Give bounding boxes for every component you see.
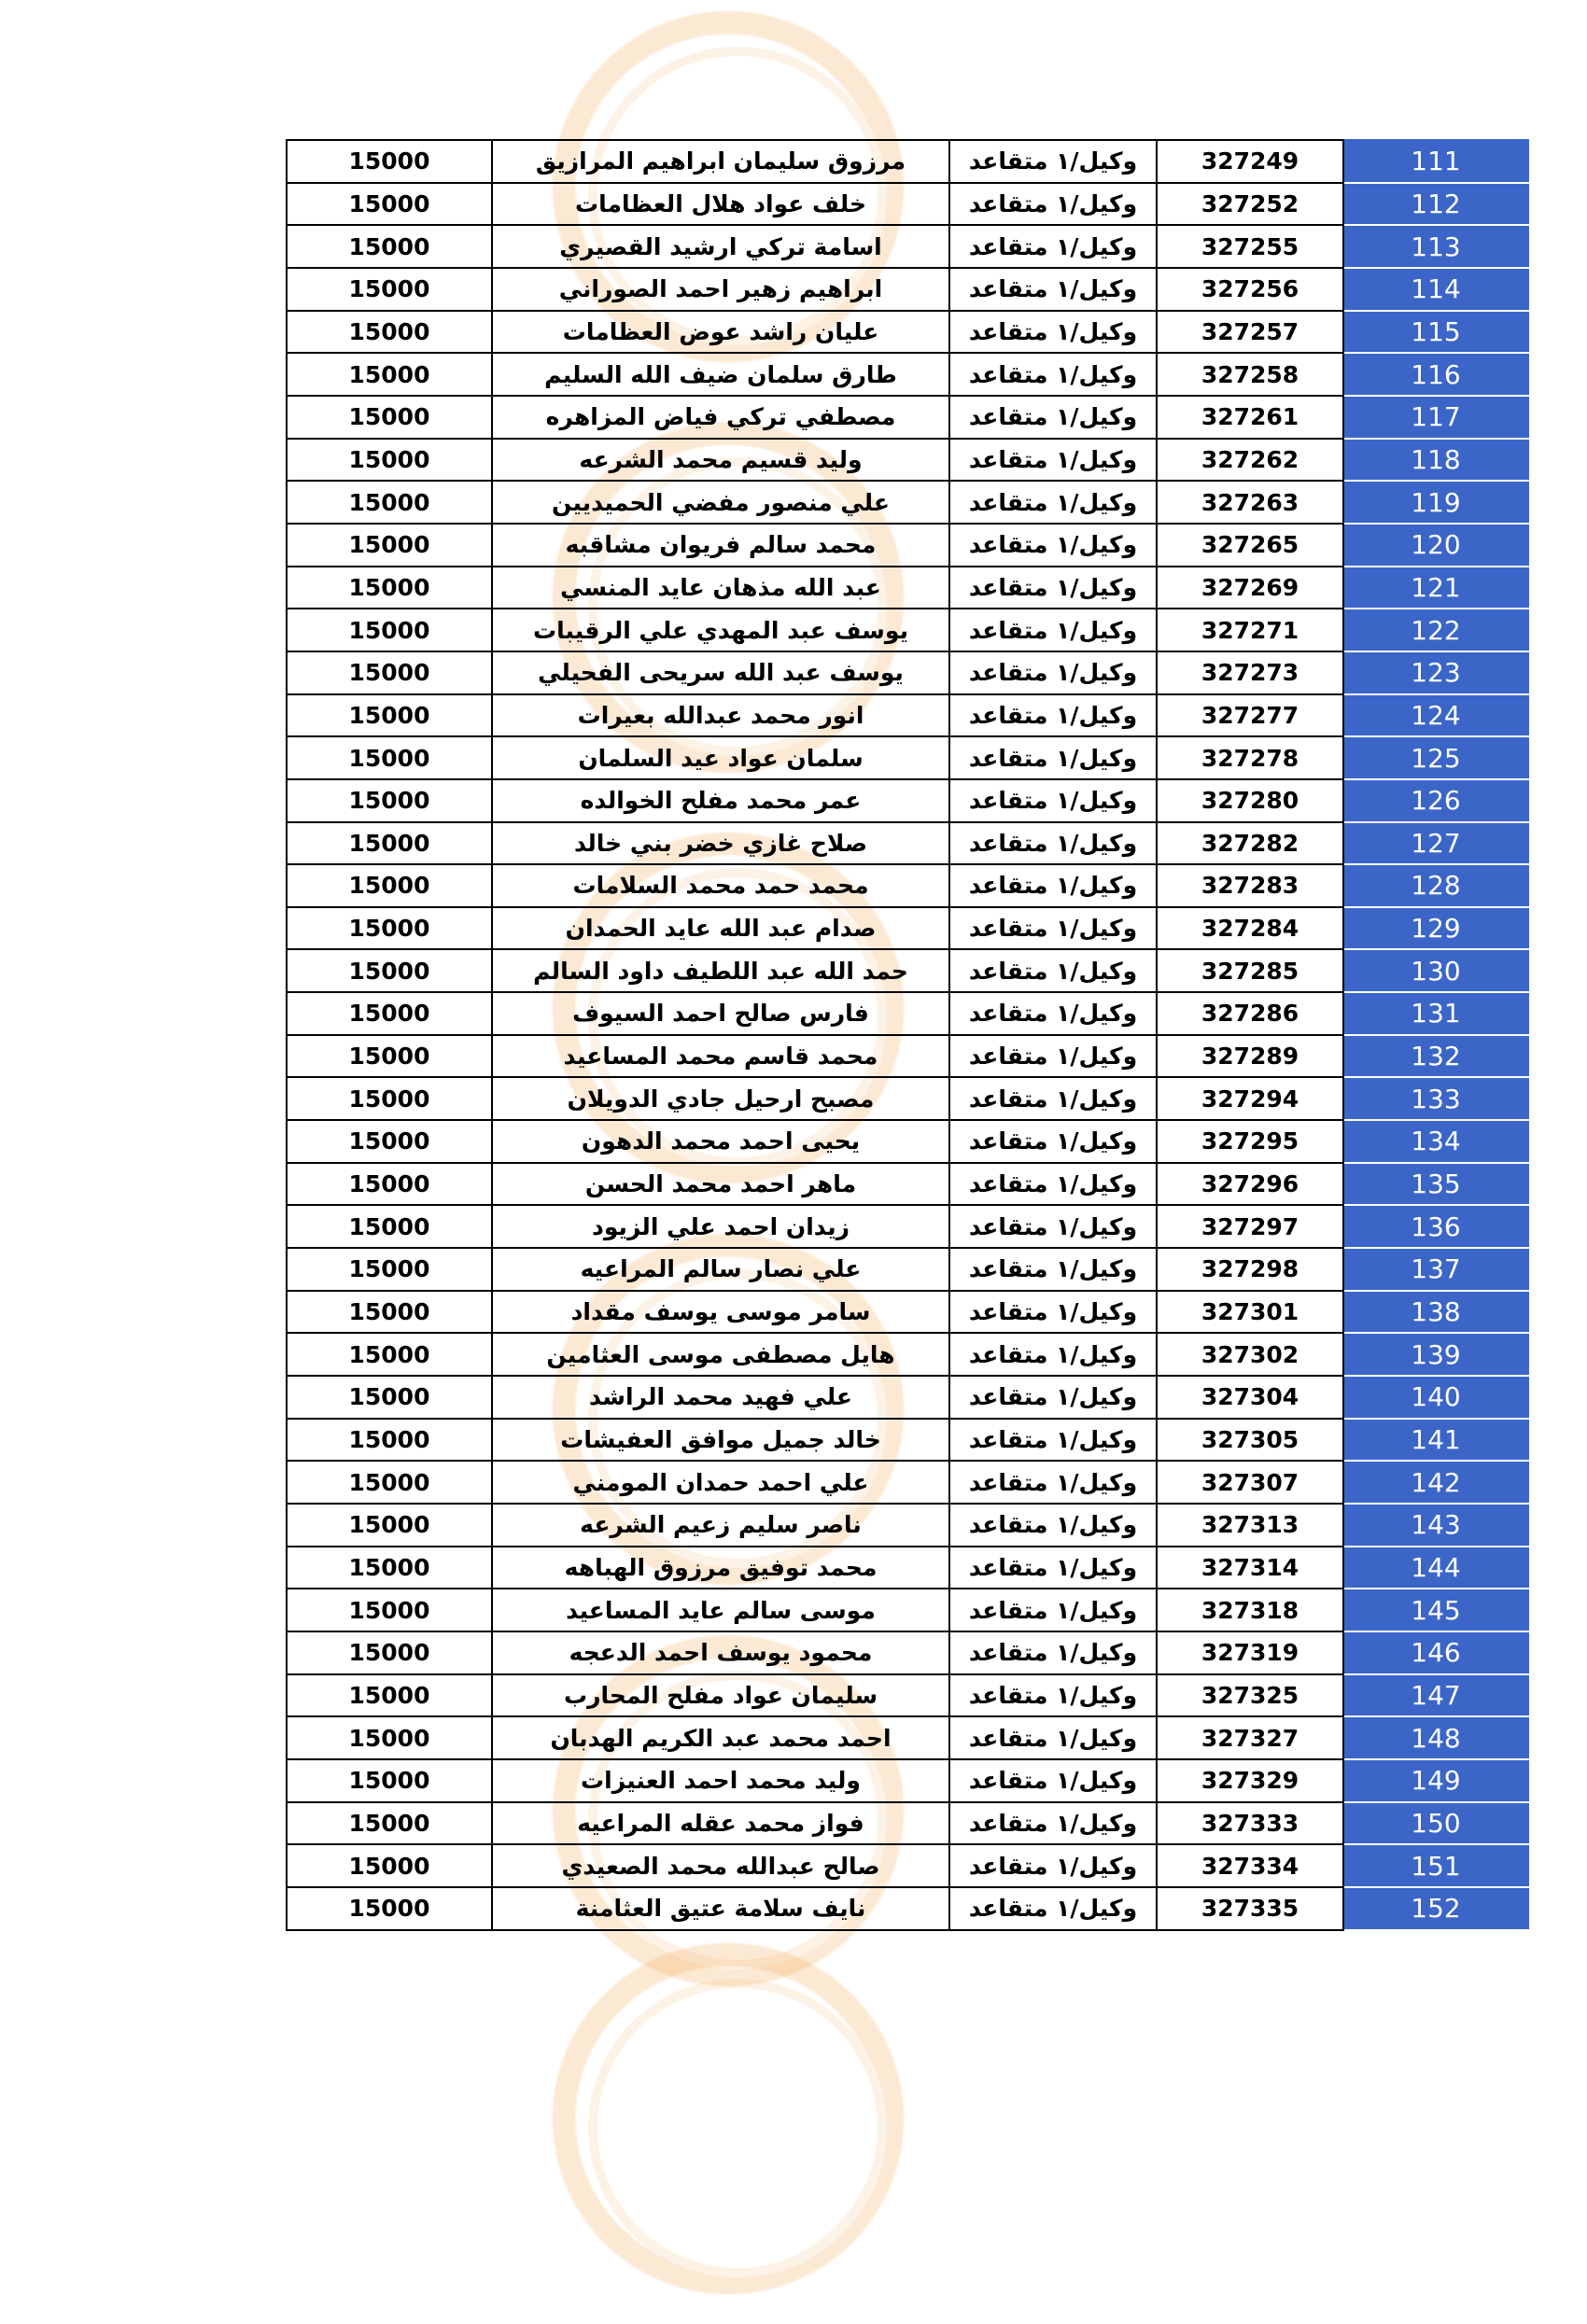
- table-row: [287, 1844, 1528, 1887]
- id-cell: 327304: [1157, 1376, 1343, 1419]
- id-cell: 327335: [1157, 1887, 1343, 1930]
- row-number-cell: 118: [1343, 439, 1528, 482]
- id-cell: 327286: [1157, 992, 1343, 1035]
- id-cell: 327301: [1157, 1291, 1343, 1334]
- id-cell: 327327: [1157, 1716, 1343, 1759]
- id-cell: 327278: [1157, 736, 1343, 779]
- name-cell: خلف عواد هلال العظامات: [492, 183, 949, 226]
- table-row: [287, 992, 1528, 1035]
- name-cell: يوسف عبد المهدي علي الرقيبات: [492, 609, 949, 651]
- table-row: [287, 439, 1528, 482]
- name-cell: خالد جميل موافق العفيشات: [492, 1419, 949, 1462]
- name-cell: فارس صالح احمد السيوف: [492, 992, 949, 1035]
- name-cell: ابراهيم زهير احمد الصوراني: [492, 268, 949, 311]
- id-cell: 327265: [1157, 524, 1343, 567]
- name-cell: يحيى احمد محمد الدهون: [492, 1120, 949, 1163]
- amount-cell: 15000: [287, 1844, 492, 1887]
- table-row: [287, 140, 1528, 183]
- name-cell: طارق سلمان ضيف الله السليم: [492, 353, 949, 396]
- table-body: [287, 140, 1528, 1930]
- id-cell: 327318: [1157, 1589, 1343, 1631]
- table-row: [287, 1376, 1528, 1419]
- row-number-cell: 137: [1343, 1248, 1528, 1291]
- rank-cell: وكيل/١ متقاعد: [949, 1547, 1157, 1589]
- rank-cell: وكيل/١ متقاعد: [949, 481, 1157, 524]
- row-number-cell: 123: [1343, 651, 1528, 694]
- retirees-table: [286, 139, 1529, 1931]
- id-cell: 327329: [1157, 1759, 1343, 1802]
- rank-cell: وكيل/١ متقاعد: [949, 1163, 1157, 1206]
- table-row: [287, 1887, 1528, 1930]
- row-number-cell: 136: [1343, 1205, 1528, 1248]
- rank-cell: وكيل/١ متقاعد: [949, 140, 1157, 183]
- amount-cell: 15000: [287, 524, 492, 567]
- table-row: [287, 949, 1528, 992]
- table-row: [287, 609, 1528, 651]
- table-row: [287, 567, 1528, 609]
- amount-cell: 15000: [287, 864, 492, 907]
- amount-cell: 15000: [287, 1887, 492, 1930]
- amount-cell: 15000: [287, 311, 492, 354]
- amount-cell: 15000: [287, 1163, 492, 1206]
- rank-cell: وكيل/١ متقاعد: [949, 225, 1157, 268]
- rank-cell: وكيل/١ متقاعد: [949, 1077, 1157, 1120]
- row-number-cell: 139: [1343, 1333, 1528, 1376]
- row-number-cell: 112: [1343, 183, 1528, 226]
- name-cell: علي منصور مفضي الحميديين: [492, 481, 949, 524]
- table-row: [287, 225, 1528, 268]
- amount-cell: 15000: [287, 1631, 492, 1674]
- table-row: [287, 907, 1528, 950]
- table-row: [287, 1589, 1528, 1631]
- amount-cell: 15000: [287, 949, 492, 992]
- amount-cell: 15000: [287, 353, 492, 396]
- id-cell: 327249: [1157, 140, 1343, 183]
- table-row: [287, 396, 1528, 439]
- id-cell: 327280: [1157, 779, 1343, 822]
- id-cell: 327298: [1157, 1248, 1343, 1291]
- amount-cell: 15000: [287, 609, 492, 651]
- table-row: [287, 1631, 1528, 1674]
- table-row: [287, 268, 1528, 311]
- row-number-cell: 146: [1343, 1631, 1528, 1674]
- id-cell: 327334: [1157, 1844, 1343, 1887]
- name-cell: فواز محمد عقله المراعيه: [492, 1802, 949, 1845]
- id-cell: 327262: [1157, 439, 1343, 482]
- name-cell: هايل مصطفى موسى العثامين: [492, 1333, 949, 1376]
- amount-cell: 15000: [287, 694, 492, 737]
- rank-cell: وكيل/١ متقاعد: [949, 1419, 1157, 1462]
- row-number-cell: 115: [1343, 311, 1528, 354]
- table-row: [287, 736, 1528, 779]
- amount-cell: 15000: [287, 1376, 492, 1419]
- row-number-cell: 122: [1343, 609, 1528, 651]
- row-number-cell: 152: [1343, 1887, 1528, 1930]
- name-cell: علي نصار سالم المراعيه: [492, 1248, 949, 1291]
- row-number-cell: 125: [1343, 736, 1528, 779]
- amount-cell: 15000: [287, 822, 492, 865]
- table-row: [287, 651, 1528, 694]
- amount-cell: 15000: [287, 651, 492, 694]
- amount-cell: 15000: [287, 907, 492, 950]
- amount-cell: 15000: [287, 1248, 492, 1291]
- table-row: [287, 1120, 1528, 1163]
- id-cell: 327256: [1157, 268, 1343, 311]
- name-cell: نايف سلامة عتيق العثامنة: [492, 1887, 949, 1930]
- row-number-cell: 140: [1343, 1376, 1528, 1419]
- rank-cell: وكيل/١ متقاعد: [949, 1120, 1157, 1163]
- id-cell: 327273: [1157, 651, 1343, 694]
- row-number-cell: 151: [1343, 1844, 1528, 1887]
- id-cell: 327284: [1157, 907, 1343, 950]
- name-cell: احمد محمد عبد الكريم الهدبان: [492, 1716, 949, 1759]
- table-row: [287, 1674, 1528, 1717]
- row-number-cell: 147: [1343, 1674, 1528, 1717]
- rank-cell: وكيل/١ متقاعد: [949, 1291, 1157, 1334]
- table-row: [287, 694, 1528, 737]
- rank-cell: وكيل/١ متقاعد: [949, 1674, 1157, 1717]
- rank-cell: وكيل/١ متقاعد: [949, 864, 1157, 907]
- name-cell: انور محمد عبدالله بعيرات: [492, 694, 949, 737]
- id-cell: 327257: [1157, 311, 1343, 354]
- table-row: [287, 1716, 1528, 1759]
- id-cell: 327269: [1157, 567, 1343, 609]
- row-number-cell: 132: [1343, 1035, 1528, 1078]
- name-cell: يوسف عبد الله سريحى الفحيلي: [492, 651, 949, 694]
- row-number-cell: 141: [1343, 1419, 1528, 1462]
- id-cell: 327313: [1157, 1504, 1343, 1547]
- rank-cell: وكيل/١ متقاعد: [949, 1716, 1157, 1759]
- name-cell: سليمان عواد مفلح المحارب: [492, 1674, 949, 1717]
- name-cell: موسى سالم عايد المساعيد: [492, 1589, 949, 1631]
- row-number-cell: 145: [1343, 1589, 1528, 1631]
- rank-cell: وكيل/١ متقاعد: [949, 1887, 1157, 1930]
- name-cell: ناصر سليم زعيم الشرعه: [492, 1504, 949, 1547]
- rank-cell: وكيل/١ متقاعد: [949, 183, 1157, 226]
- name-cell: عمر محمد مفلح الخوالده: [492, 779, 949, 822]
- row-number-cell: 134: [1343, 1120, 1528, 1163]
- row-number-cell: 149: [1343, 1759, 1528, 1802]
- id-cell: 327261: [1157, 396, 1343, 439]
- name-cell: ماهر احمد محمد الحسن: [492, 1163, 949, 1206]
- table-row: [287, 1504, 1528, 1547]
- id-cell: 327297: [1157, 1205, 1343, 1248]
- name-cell: عبد الله مذهان عايد المنسي: [492, 567, 949, 609]
- table-row: [287, 311, 1528, 354]
- id-cell: 327319: [1157, 1631, 1343, 1674]
- table-row: [287, 1291, 1528, 1334]
- name-cell: سلمان عواد عيد السلمان: [492, 736, 949, 779]
- row-number-cell: 127: [1343, 822, 1528, 865]
- rank-cell: وكيل/١ متقاعد: [949, 396, 1157, 439]
- id-cell: 327285: [1157, 949, 1343, 992]
- row-number-cell: 120: [1343, 524, 1528, 567]
- rank-cell: وكيل/١ متقاعد: [949, 736, 1157, 779]
- name-cell: مصطفي تركي فياض المزاهره: [492, 396, 949, 439]
- name-cell: محمد حمد محمد السلامات: [492, 864, 949, 907]
- table-row: [287, 1802, 1528, 1845]
- name-cell: حمد الله عبد اللطيف داود السالم: [492, 949, 949, 992]
- rank-cell: وكيل/١ متقاعد: [949, 1333, 1157, 1376]
- table-row: [287, 1077, 1528, 1120]
- id-cell: 327277: [1157, 694, 1343, 737]
- id-cell: 327307: [1157, 1461, 1343, 1504]
- rank-cell: وكيل/١ متقاعد: [949, 822, 1157, 865]
- table-row: [287, 1419, 1528, 1462]
- name-cell: محمد توفيق مرزوق الهباهه: [492, 1547, 949, 1589]
- name-cell: محمود يوسف احمد الدعجه: [492, 1631, 949, 1674]
- rank-cell: وكيل/١ متقاعد: [949, 907, 1157, 950]
- rank-cell: وكيل/١ متقاعد: [949, 1504, 1157, 1547]
- row-number-cell: 126: [1343, 779, 1528, 822]
- amount-cell: 15000: [287, 992, 492, 1035]
- id-cell: 327295: [1157, 1120, 1343, 1163]
- rank-cell: وكيل/١ متقاعد: [949, 651, 1157, 694]
- rank-cell: وكيل/١ متقاعد: [949, 1589, 1157, 1631]
- id-cell: 327258: [1157, 353, 1343, 396]
- name-cell: صدام عبد الله عايد الحمدان: [492, 907, 949, 950]
- id-cell: 327294: [1157, 1077, 1343, 1120]
- id-cell: 327302: [1157, 1333, 1343, 1376]
- amount-cell: 15000: [287, 1077, 492, 1120]
- amount-cell: 15000: [287, 1205, 492, 1248]
- rank-cell: وكيل/١ متقاعد: [949, 779, 1157, 822]
- rank-cell: وكيل/١ متقاعد: [949, 694, 1157, 737]
- row-number-cell: 116: [1343, 353, 1528, 396]
- rank-cell: وكيل/١ متقاعد: [949, 353, 1157, 396]
- amount-cell: 15000: [287, 183, 492, 226]
- name-cell: علي احمد حمدان المومني: [492, 1461, 949, 1504]
- name-cell: مصبح ارحيل جادي الدويلان: [492, 1077, 949, 1120]
- row-number-cell: 131: [1343, 992, 1528, 1035]
- amount-cell: 15000: [287, 1716, 492, 1759]
- rank-cell: وكيل/١ متقاعد: [949, 524, 1157, 567]
- row-number-cell: 124: [1343, 694, 1528, 737]
- id-cell: 327325: [1157, 1674, 1343, 1717]
- rank-cell: وكيل/١ متقاعد: [949, 1844, 1157, 1887]
- table-row: [287, 1461, 1528, 1504]
- table-row: [287, 481, 1528, 524]
- row-number-cell: 150: [1343, 1802, 1528, 1845]
- amount-cell: 15000: [287, 1461, 492, 1504]
- table-row: [287, 864, 1528, 907]
- name-cell: عليان راشد عوض العظامات: [492, 311, 949, 354]
- rank-cell: وكيل/١ متقاعد: [949, 567, 1157, 609]
- table-row: [287, 183, 1528, 226]
- id-cell: 327283: [1157, 864, 1343, 907]
- id-cell: 327271: [1157, 609, 1343, 651]
- amount-cell: 15000: [287, 1802, 492, 1845]
- rank-cell: وكيل/١ متقاعد: [949, 609, 1157, 651]
- amount-cell: 15000: [287, 268, 492, 311]
- id-cell: 327296: [1157, 1163, 1343, 1206]
- row-number-cell: 128: [1343, 864, 1528, 907]
- table-row: [287, 1163, 1528, 1206]
- row-number-cell: 114: [1343, 268, 1528, 311]
- amount-cell: 15000: [287, 1589, 492, 1631]
- name-cell: صلاح غازي خضر بني خالد: [492, 822, 949, 865]
- rank-cell: وكيل/١ متقاعد: [949, 949, 1157, 992]
- watermark-clock-logo: [523, 1913, 934, 2324]
- rank-cell: وكيل/١ متقاعد: [949, 1035, 1157, 1078]
- table-row: [287, 1759, 1528, 1802]
- table-row: [287, 524, 1528, 567]
- table-row: [287, 1547, 1528, 1589]
- amount-cell: 15000: [287, 396, 492, 439]
- row-number-cell: 143: [1343, 1504, 1528, 1547]
- rank-cell: وكيل/١ متقاعد: [949, 992, 1157, 1035]
- row-number-cell: 135: [1343, 1163, 1528, 1206]
- rank-cell: وكيل/١ متقاعد: [949, 1631, 1157, 1674]
- amount-cell: 15000: [287, 140, 492, 183]
- row-number-cell: 142: [1343, 1461, 1528, 1504]
- id-cell: 327333: [1157, 1802, 1343, 1845]
- name-cell: محمد سالم فريوان مشاقبه: [492, 524, 949, 567]
- id-cell: 327282: [1157, 822, 1343, 865]
- id-cell: 327314: [1157, 1547, 1343, 1589]
- id-cell: 327289: [1157, 1035, 1343, 1078]
- row-number-cell: 138: [1343, 1291, 1528, 1334]
- id-cell: 327252: [1157, 183, 1343, 226]
- amount-cell: 15000: [287, 1120, 492, 1163]
- row-number-cell: 111: [1343, 140, 1528, 183]
- id-cell: 327263: [1157, 481, 1343, 524]
- table-row: [287, 353, 1528, 396]
- name-cell: اسامة تركي ارشيد القصيري: [492, 225, 949, 268]
- row-number-cell: 119: [1343, 481, 1528, 524]
- rank-cell: وكيل/١ متقاعد: [949, 1759, 1157, 1802]
- amount-cell: 15000: [287, 1333, 492, 1376]
- name-cell: علي فهيد محمد الراشد: [492, 1376, 949, 1419]
- table-row: [287, 822, 1528, 865]
- name-cell: محمد قاسم محمد المساعيد: [492, 1035, 949, 1078]
- amount-cell: 15000: [287, 1547, 492, 1589]
- amount-cell: 15000: [287, 1504, 492, 1547]
- amount-cell: 15000: [287, 481, 492, 524]
- amount-cell: 15000: [287, 225, 492, 268]
- id-cell: 327305: [1157, 1419, 1343, 1462]
- rank-cell: وكيل/١ متقاعد: [949, 311, 1157, 354]
- row-number-cell: 130: [1343, 949, 1528, 992]
- table-row: [287, 1248, 1528, 1291]
- name-cell: وليد محمد احمد العنيزات: [492, 1759, 949, 1802]
- row-number-cell: 117: [1343, 396, 1528, 439]
- name-cell: مرزوق سليمان ابراهيم المرازيق: [492, 140, 949, 183]
- name-cell: صالح عبدالله محمد الصعيدي: [492, 1844, 949, 1887]
- amount-cell: 15000: [287, 779, 492, 822]
- rank-cell: وكيل/١ متقاعد: [949, 1376, 1157, 1419]
- row-number-cell: 121: [1343, 567, 1528, 609]
- amount-cell: 15000: [287, 736, 492, 779]
- row-number-cell: 113: [1343, 225, 1528, 268]
- rank-cell: وكيل/١ متقاعد: [949, 1802, 1157, 1845]
- row-number-cell: 148: [1343, 1716, 1528, 1759]
- table-row: [287, 1205, 1528, 1248]
- name-cell: سامر موسى يوسف مقداد: [492, 1291, 949, 1334]
- table-row: [287, 1333, 1528, 1376]
- amount-cell: 15000: [287, 1291, 492, 1334]
- amount-cell: 15000: [287, 1674, 492, 1717]
- id-cell: 327255: [1157, 225, 1343, 268]
- table-row: [287, 1035, 1528, 1078]
- name-cell: زيدان احمد علي الزيود: [492, 1205, 949, 1248]
- row-number-cell: 129: [1343, 907, 1528, 950]
- amount-cell: 15000: [287, 567, 492, 609]
- amount-cell: 15000: [287, 439, 492, 482]
- row-number-cell: 133: [1343, 1077, 1528, 1120]
- amount-cell: 15000: [287, 1035, 492, 1078]
- table-row: [287, 779, 1528, 822]
- rank-cell: وكيل/١ متقاعد: [949, 268, 1157, 311]
- amount-cell: 15000: [287, 1419, 492, 1462]
- amount-cell: 15000: [287, 1759, 492, 1802]
- rank-cell: وكيل/١ متقاعد: [949, 1461, 1157, 1504]
- rank-cell: وكيل/١ متقاعد: [949, 1248, 1157, 1291]
- name-cell: وليد قسيم محمد الشرعه: [492, 439, 949, 482]
- rank-cell: وكيل/١ متقاعد: [949, 1205, 1157, 1248]
- row-number-cell: 144: [1343, 1547, 1528, 1589]
- rank-cell: وكيل/١ متقاعد: [949, 439, 1157, 482]
